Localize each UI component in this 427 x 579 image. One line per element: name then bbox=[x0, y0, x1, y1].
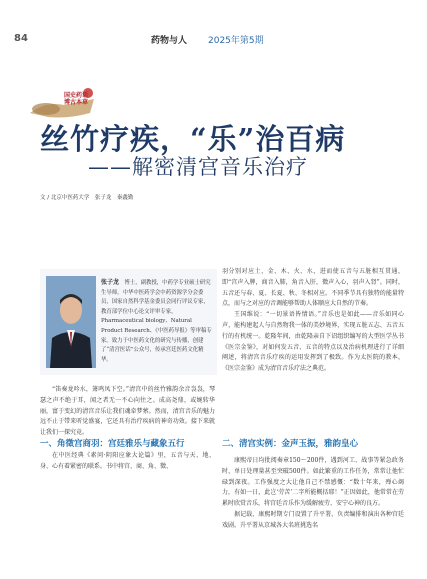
right-top-paragraph: 羽分别对应土、金、木、火、水，进而使五音与五脏相互贯通，即“宫声入脾，商音入肺，角音入肝，徵声入心，羽声入肾”。同时，五音还与春、夏、长夏、秋、冬相对应。不同季节具有独特的能量特点，而与之对应的音调能够帮助人体顺应大自然的节奏。 bbox=[222, 268, 404, 308]
right-column-text bbox=[222, 267, 404, 375]
page-header bbox=[0, 0, 427, 58]
article-subtitle: ——解密清宫音乐治疗 bbox=[88, 155, 308, 179]
author-bio bbox=[101, 278, 214, 365]
section2-paragraph: 康熙帝日均批阅奏章150～200件，遇到河工、战事等紧急政务时，单日处理量甚至突破500件。如此繁重的工作任务，常常让他忙碌到深夜。工作强度之大让他自己不禁感慨：“数十年来，殚心竭力，有如一日，此岂‘劳苦’二字所能概括耶！”正因如此，他常常在劳累时欣赏音乐，将宫廷音乐作为缓解疲劳、安宁心神的良方。 bbox=[222, 457, 404, 508]
issue-label: 2025年第5期 bbox=[208, 36, 264, 46]
column-tag-line1: 国史药话 bbox=[63, 92, 88, 99]
section1-heading: 一、角徵宫商羽：宫廷雅乐与藏象五行 bbox=[40, 439, 185, 449]
author-photo bbox=[46, 276, 96, 368]
author-name: 张子龙 bbox=[101, 279, 120, 286]
page-number: 84 bbox=[14, 33, 28, 44]
byline: 文 / 北京中医药大学 张子龙 秦鑫勤 bbox=[40, 195, 134, 201]
author-bio-text: 博士，副教授，中药学专业硕士研究生导师。中华中医药学会中药资源学分会委员，国家自然科学基金委员会同行评议专家，教育部学位中心论文评审专家，Pharmaceutical biology、Natural Product Research、《中医药导报》等审稿专家。致力于中医药文化的研究与传播，创建了“清宫医话”公众号，传承宫廷医药文化精华。 bbox=[101, 280, 212, 363]
section2-paragraph-2: 据记载，康熙时期专门设置了升平署，负责编排和演出各种宫廷戏剧。升平署从京城各大名班挑选名 bbox=[222, 510, 404, 529]
column-tag-line2: 博古本草 bbox=[63, 99, 88, 106]
section1-paragraph: 在中医经典《素问·阴阳应象大论篇》里，五音与天、地、身、心有着紧密的联系。书中将宫、商、角、徵、 bbox=[40, 452, 215, 470]
section2-text bbox=[222, 456, 404, 532]
journal-name: 药物与人 bbox=[151, 36, 188, 46]
article-title: 丝竹疗疾，“乐”治百病 bbox=[40, 122, 346, 156]
author-portrait-icon bbox=[46, 276, 96, 368]
section2-heading: 二、清宫实例：金声玉振，雅韵皇心 bbox=[222, 439, 359, 449]
right-second-paragraph: 王国维说：“一切景语皆情语。”音乐也是如此——音乐如同心声，能构建起人与自然物我一体的美妙境界，实现五脏五志、五音五行的有机统一。乾隆年间，由乾隆亲自下诏组织编写的大型医学丛书《医宗金鉴》，对如何发五音、五音的特点以及治病机理进行了详细阐述，将清宫音乐疗疾的运用发挥到了极致。作为太医院的教本，《医宗金鉴》成为清宫音乐疗法之典范。 bbox=[222, 311, 404, 373]
intro-paragraph: “笛奏龙吟水，箫鸣凤下空。”清宫中的丝竹雅韵余音袅袅，琴瑟之声不绝于耳，闻之者无一不心向往之。成高尧鼎，或婉转华丽，富于变幻的清宫音乐让我们魂牵梦萦。然而，清宫音乐的魅力远不止于带来听觉盛宴，它还具有治疗疾病的神奇功效。接下来就让我们一探究竟。 bbox=[40, 386, 215, 437]
